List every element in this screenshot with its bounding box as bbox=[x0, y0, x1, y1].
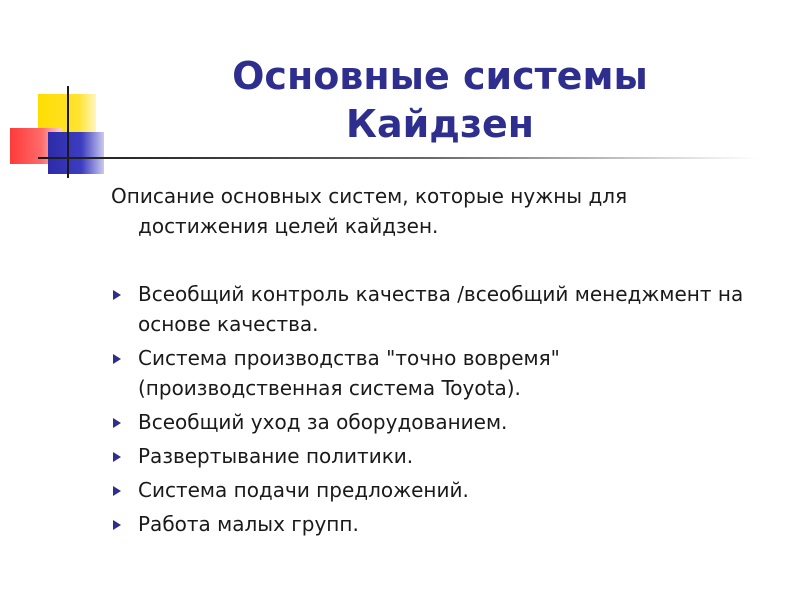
bullet-item bbox=[111, 343, 751, 403]
decorative-vertical-line bbox=[67, 86, 69, 178]
intro-paragraph: Описание основных систем, которые нужны для достижения целей кайдзен. bbox=[111, 184, 628, 238]
slide-body bbox=[111, 181, 751, 543]
paragraph-spacer bbox=[111, 241, 751, 279]
triangle-bullet-icon bbox=[113, 354, 121, 364]
bullet-item bbox=[111, 509, 751, 539]
bullet-text: Развертывание политики. bbox=[138, 444, 414, 468]
triangle-bullet-icon bbox=[113, 520, 121, 530]
bullet-text: Система подачи предложений. bbox=[138, 478, 469, 502]
title-divider-line bbox=[38, 157, 758, 159]
bullet-text: Работа малых групп. bbox=[138, 512, 359, 536]
bullet-item bbox=[111, 407, 751, 437]
triangle-bullet-icon bbox=[113, 290, 121, 300]
bullet-text: Всеобщий уход за оборудованием. bbox=[138, 410, 508, 434]
triangle-bullet-icon bbox=[113, 418, 121, 428]
decorative-blue-square bbox=[48, 132, 104, 174]
bullet-list bbox=[111, 279, 751, 539]
bullet-item bbox=[111, 475, 751, 505]
triangle-bullet-icon bbox=[113, 452, 121, 462]
bullet-text: Всеобщий контроль качества /всеобщий менеджмент на основе качества. bbox=[138, 282, 744, 336]
triangle-bullet-icon bbox=[113, 486, 121, 496]
slide-title-line-1: Основные системы bbox=[232, 54, 648, 98]
bullet-item bbox=[111, 441, 751, 471]
bullet-text: Система производства "точно вовремя" (производственная система Toyota). bbox=[138, 346, 560, 400]
slide-title bbox=[160, 52, 720, 148]
bullet-item bbox=[111, 279, 751, 339]
slide-title-line-2: Кайдзен bbox=[345, 102, 535, 146]
